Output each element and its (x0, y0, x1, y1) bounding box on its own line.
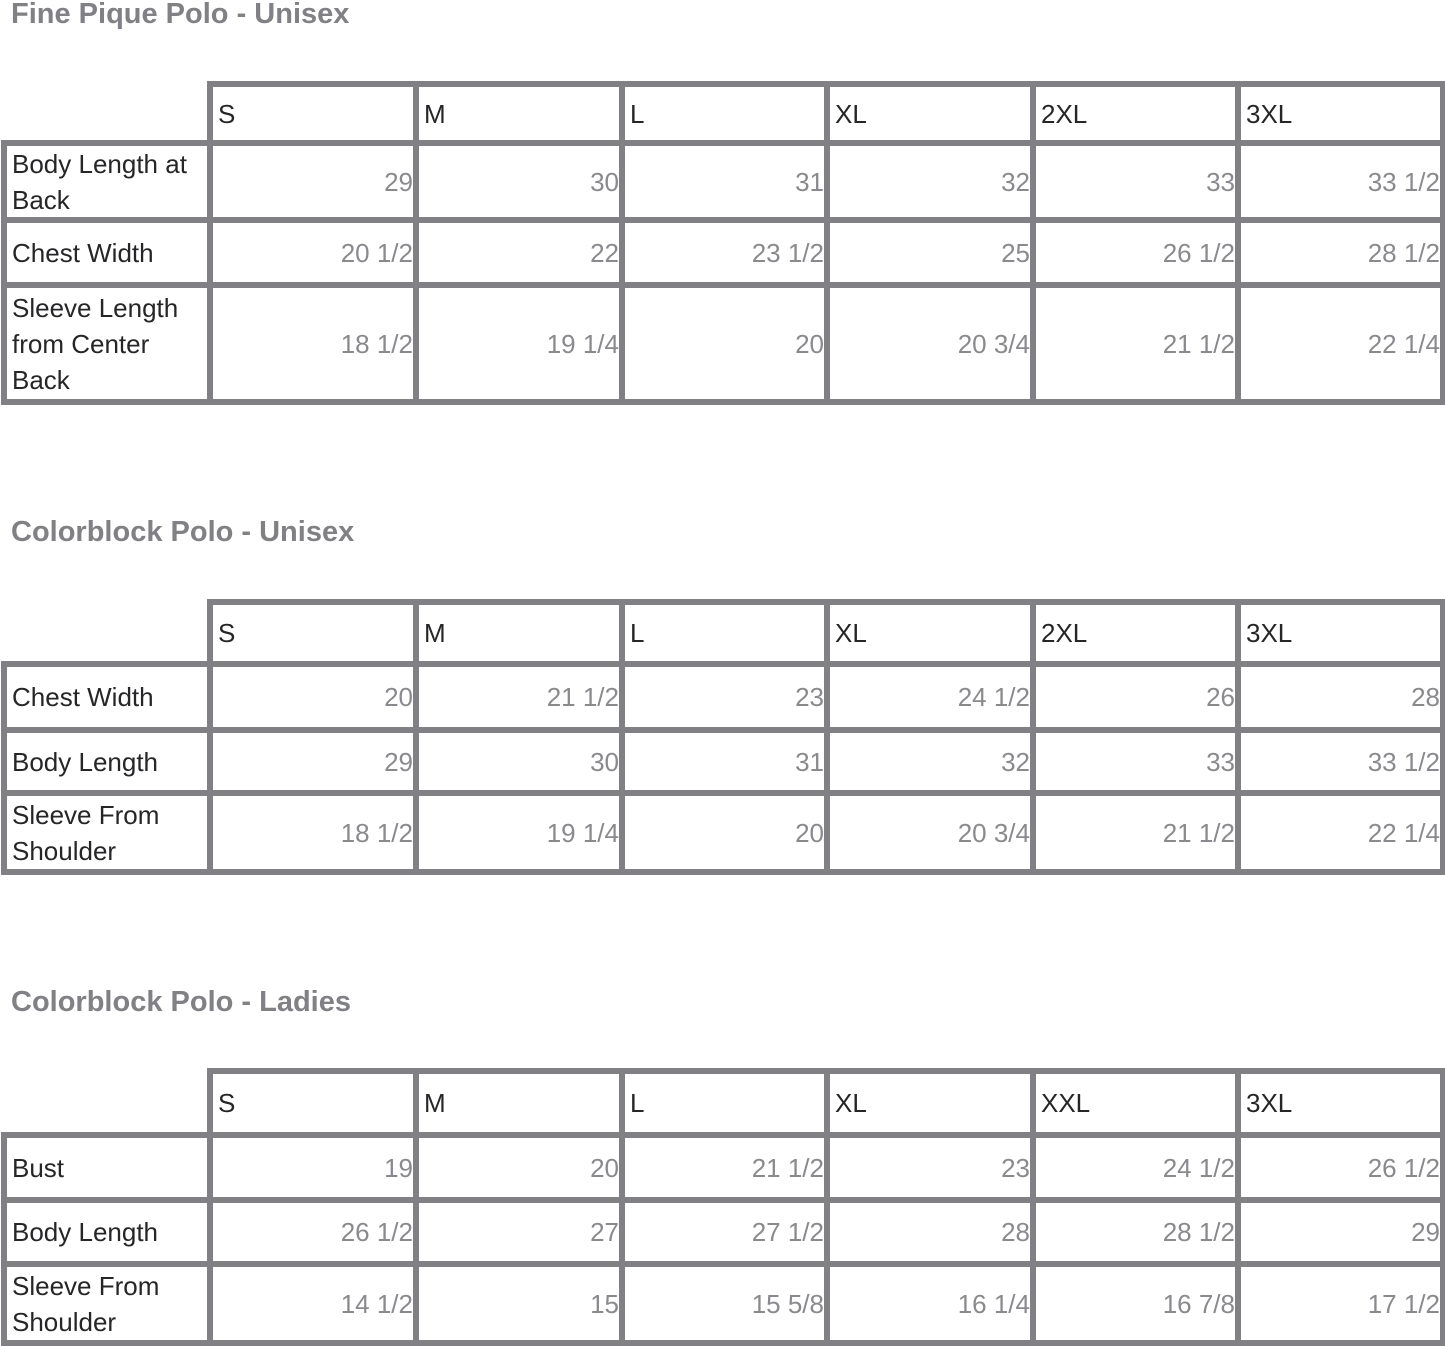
measurement-cell: 21 1/2 (1162, 328, 1235, 359)
measurement-cell: 20 (795, 817, 824, 848)
measurement-cell: 28 1/2 (1162, 1217, 1235, 1247)
measurement-cell: 33 (1206, 166, 1235, 197)
measurement-cell: 20 3/4 (957, 817, 1030, 848)
measurement-cell: 24 1/2 (1162, 1152, 1235, 1183)
measurement-cell: 33 1/2 (1367, 166, 1440, 197)
measurement-cell: 22 (590, 237, 619, 268)
measurement-cell: 31 (795, 746, 824, 777)
grid-line (1440, 81, 1445, 405)
size-header-cell: S (218, 1088, 236, 1118)
measurement-cell: 27 1/2 (751, 1217, 824, 1247)
measurement-cell: 26 1/2 (340, 1217, 413, 1247)
measurement-cell: 20 (384, 682, 413, 712)
size-header-cell: M (424, 618, 446, 648)
measurement-cell: 23 (795, 682, 824, 712)
table-title-fine-pique-unisex: Fine Pique Polo - Unisex (11, 0, 350, 30)
measurement-cell: 29 (384, 166, 413, 197)
size-header-cell: XL (835, 1088, 867, 1118)
size-header-cell: 3XL (1246, 618, 1293, 648)
table-title-colorblock-ladies: Colorblock Polo - Ladies (11, 986, 351, 1018)
measurement-cell: 20 1/2 (340, 237, 413, 268)
measurement-cell: 18 1/2 (340, 328, 413, 359)
grid-line (1440, 1068, 1445, 1346)
measurement-cell: 27 (590, 1217, 619, 1247)
size-header-cell: 3XL (1246, 1088, 1293, 1118)
measurement-cell: 30 (590, 166, 619, 197)
row-label: Body Length (12, 1217, 159, 1247)
grid-line (1, 869, 1445, 875)
size-header-cell: M (424, 98, 446, 129)
size-header-cell: L (630, 98, 645, 129)
row-label: Chest Width (12, 682, 154, 712)
measurement-cell: 33 (1206, 746, 1235, 777)
measurement-cell: 16 1/4 (957, 1288, 1030, 1319)
grid-line (1440, 599, 1445, 875)
size-header-cell: L (630, 1088, 645, 1118)
measurement-cell: 22 1/4 (1367, 817, 1440, 848)
measurement-cell: 21 1/2 (546, 682, 619, 712)
measurement-cell: 26 1/2 (1162, 237, 1235, 268)
measurement-cell: 19 (384, 1152, 413, 1183)
row-label: Sleeve From Shoulder (12, 799, 160, 866)
size-header-cell: S (218, 98, 236, 129)
measurement-cell: 16 7/8 (1162, 1288, 1235, 1319)
size-header-cell: XL (835, 618, 867, 648)
measurement-cell: 19 1/4 (546, 817, 619, 848)
row-label: Chest Width (12, 237, 154, 268)
measurement-cell: 29 (384, 746, 413, 777)
measurement-cell: 28 1/2 (1367, 237, 1440, 268)
measurement-cell: 23 1/2 (751, 237, 824, 268)
size-header-cell: L (630, 618, 645, 648)
measurement-cell: 28 (1001, 1217, 1030, 1247)
measurement-cell: 29 (1411, 1217, 1440, 1247)
grid-line (1, 399, 1445, 405)
row-label: Sleeve Length from Center Back (12, 292, 179, 395)
row-label: Bust (12, 1152, 65, 1183)
measurement-cell: 21 1/2 (751, 1152, 824, 1183)
row-label: Body Length (12, 746, 159, 777)
measurement-cell: 15 5/8 (751, 1288, 824, 1319)
measurement-cell: 19 1/4 (546, 328, 619, 359)
measurement-cell: 30 (590, 746, 619, 777)
measurement-cell: 21 1/2 (1162, 817, 1235, 848)
size-header-cell: 3XL (1246, 98, 1293, 129)
measurement-cell: 14 1/2 (340, 1288, 413, 1319)
measurement-cell: 26 1/2 (1367, 1152, 1440, 1183)
grid-line (1, 1340, 1445, 1346)
size-header-cell: S (218, 618, 236, 648)
size-header-cell: 2XL (1041, 98, 1088, 129)
measurement-cell: 22 1/4 (1367, 328, 1440, 359)
measurement-cell: 26 (1206, 682, 1235, 712)
measurement-cell: 24 1/2 (957, 682, 1030, 712)
size-header-cell: 2XL (1041, 618, 1088, 648)
measurement-cell: 23 (1001, 1152, 1030, 1183)
size-header-cell: XL (835, 98, 867, 129)
measurement-cell: 31 (795, 166, 824, 197)
measurement-cell: 20 3/4 (957, 328, 1030, 359)
measurement-cell: 17 1/2 (1367, 1288, 1440, 1319)
size-header-cell: XXL (1041, 1088, 1091, 1118)
measurement-cell: 28 (1411, 682, 1440, 712)
row-label: Body Length at Back (12, 148, 187, 215)
measurement-cell: 20 (590, 1152, 619, 1183)
measurement-cell: 32 (1001, 746, 1030, 777)
measurement-cell: 32 (1001, 166, 1030, 197)
measurement-cell: 25 (1001, 237, 1030, 268)
table-title-colorblock-unisex: Colorblock Polo - Unisex (11, 516, 355, 548)
row-label: Sleeve From Shoulder (12, 1270, 160, 1337)
measurement-cell: 18 1/2 (340, 817, 413, 848)
size-header-cell: M (424, 1088, 446, 1118)
measurement-cell: 15 (590, 1288, 619, 1319)
measurement-cell: 33 1/2 (1367, 746, 1440, 777)
measurement-cell: 20 (795, 328, 824, 359)
